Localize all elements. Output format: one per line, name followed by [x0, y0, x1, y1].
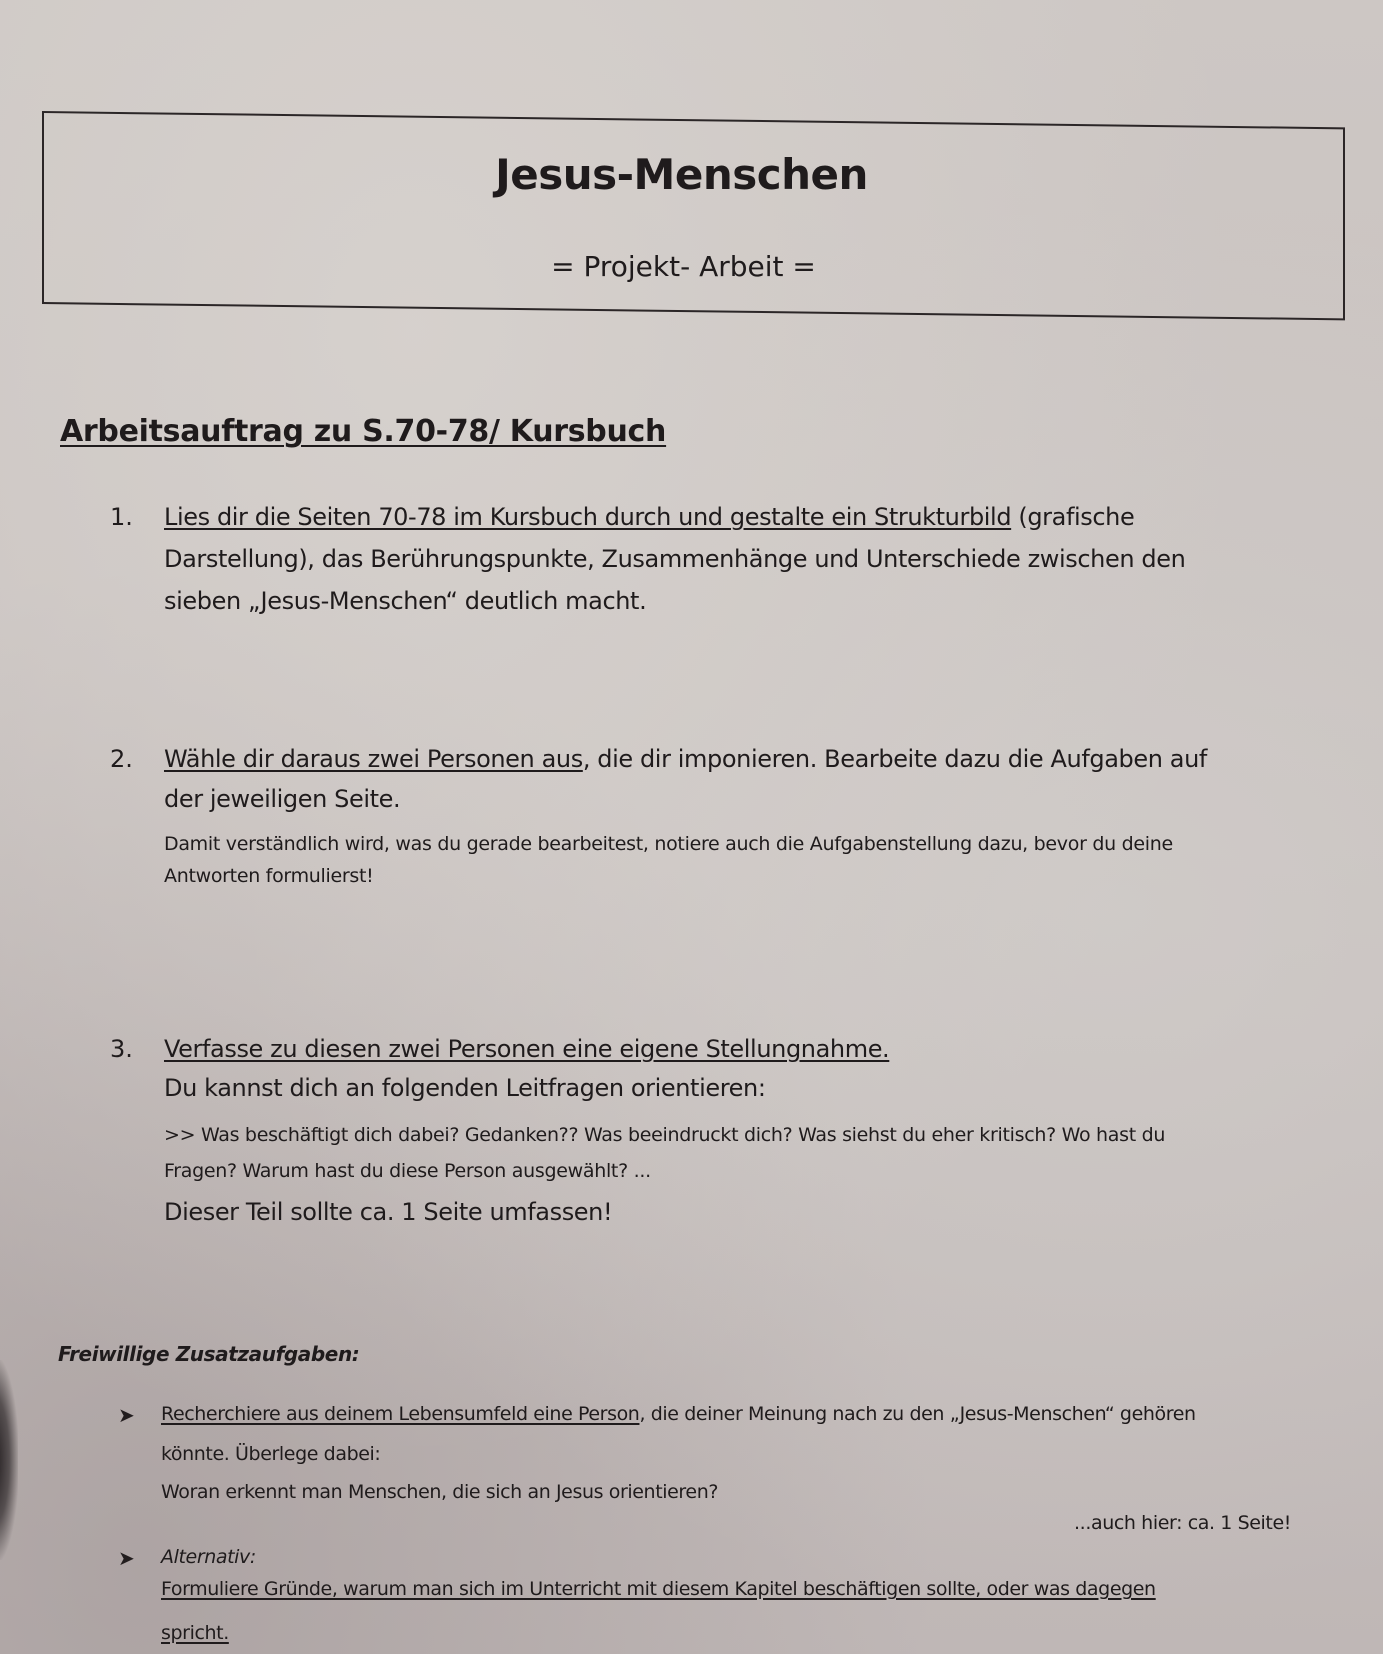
task-3-line-2: Du kannst dich an folgenden Leitfragen orientieren:	[164, 1074, 766, 1102]
optional-1-line-1: Recherchiere aus deinem Lebensumfeld eine Person, die deiner Meinung nach zu den „Jesus-Menschen“ gehören	[161, 1403, 1196, 1425]
optional-tasks-heading: Freiwillige Zusatzaufgaben:	[58, 1342, 360, 1366]
title-box	[42, 111, 1345, 320]
optional-2-line-1: Formuliere Gründe, warum man sich im Unterricht mit diesem Kapitel beschäftigen sollte, oder was dagegen	[161, 1578, 1156, 1600]
task-3-questions-line-1: >> Was beschäftigt dich dabei? Gedanken?? Was beeindruckt dich? Was siehst du eher kritisch? Wo hast du	[164, 1124, 1166, 1146]
optional-1-instruction: Recherchiere aus deinem Lebensumfeld eine Person	[161, 1403, 640, 1425]
document-title: Jesus-Menschen	[495, 150, 868, 199]
task-2-note-line-2: Antworten formulierst!	[164, 865, 374, 887]
task-3-line-1	[164, 1035, 889, 1063]
photo-shadow	[0, 1360, 18, 1560]
task-1-line-1: Lies dir die Seiten 70-78 im Kursbuch durch und gestalte ein Strukturbild (grafische	[164, 503, 1135, 531]
task-2-instruction: Wähle dir daraus zwei Personen aus	[164, 745, 583, 773]
task-2-note-line-1: Damit verständlich wird, was du gerade bearbeitest, notiere auch die Aufgabenstellung dazu, bevor du deine	[164, 833, 1173, 855]
task-2-line-1: Wähle dir daraus zwei Personen aus, die dir imponieren. Bearbeite dazu die Aufgaben auf	[164, 745, 1207, 773]
assignment-heading: Arbeitsauftrag zu S.70-78/ Kursbuch	[60, 414, 667, 449]
document-subtitle: = Projekt- Arbeit =	[551, 250, 816, 283]
task-number: 1.	[110, 503, 133, 531]
task-3-questions-line-2: Fragen? Warum hast du diese Person ausgewählt? ...	[164, 1160, 651, 1182]
optional-1-line-2: könnte. Überlege dabei:	[161, 1443, 381, 1465]
arrow-bullet-icon: ➤	[118, 1546, 135, 1570]
task-1-instruction: Lies dir die Seiten 70-78 im Kursbuch durch und gestalte ein Strukturbild	[164, 503, 1012, 531]
task-1-line-2: Darstellung), das Berührungspunkte, Zusammenhänge und Unterschiede zwischen den	[164, 545, 1186, 573]
arrow-bullet-icon: ➤	[118, 1403, 135, 1427]
task-number: 2.	[110, 745, 133, 773]
task-1-line-3: sieben „Jesus-Menschen“ deutlich macht.	[164, 587, 647, 615]
task-3-instruction: Verfasse zu diesen zwei Personen eine eigene Stellungnahme.	[164, 1035, 890, 1063]
optional-2-line-2: spricht.	[161, 1622, 229, 1644]
task-2-line-2: der jeweiligen Seite.	[164, 785, 401, 813]
task-3-length-note: Dieser Teil sollte ca. 1 Seite umfassen!	[164, 1198, 613, 1226]
task-number: 3.	[110, 1035, 133, 1063]
optional-1-length-note: ...auch hier: ca. 1 Seite!	[1074, 1512, 1291, 1534]
optional-2-label: Alternativ:	[161, 1546, 256, 1568]
optional-1-line-3: Woran erkennt man Menschen, die sich an Jesus orientieren?	[161, 1481, 719, 1503]
